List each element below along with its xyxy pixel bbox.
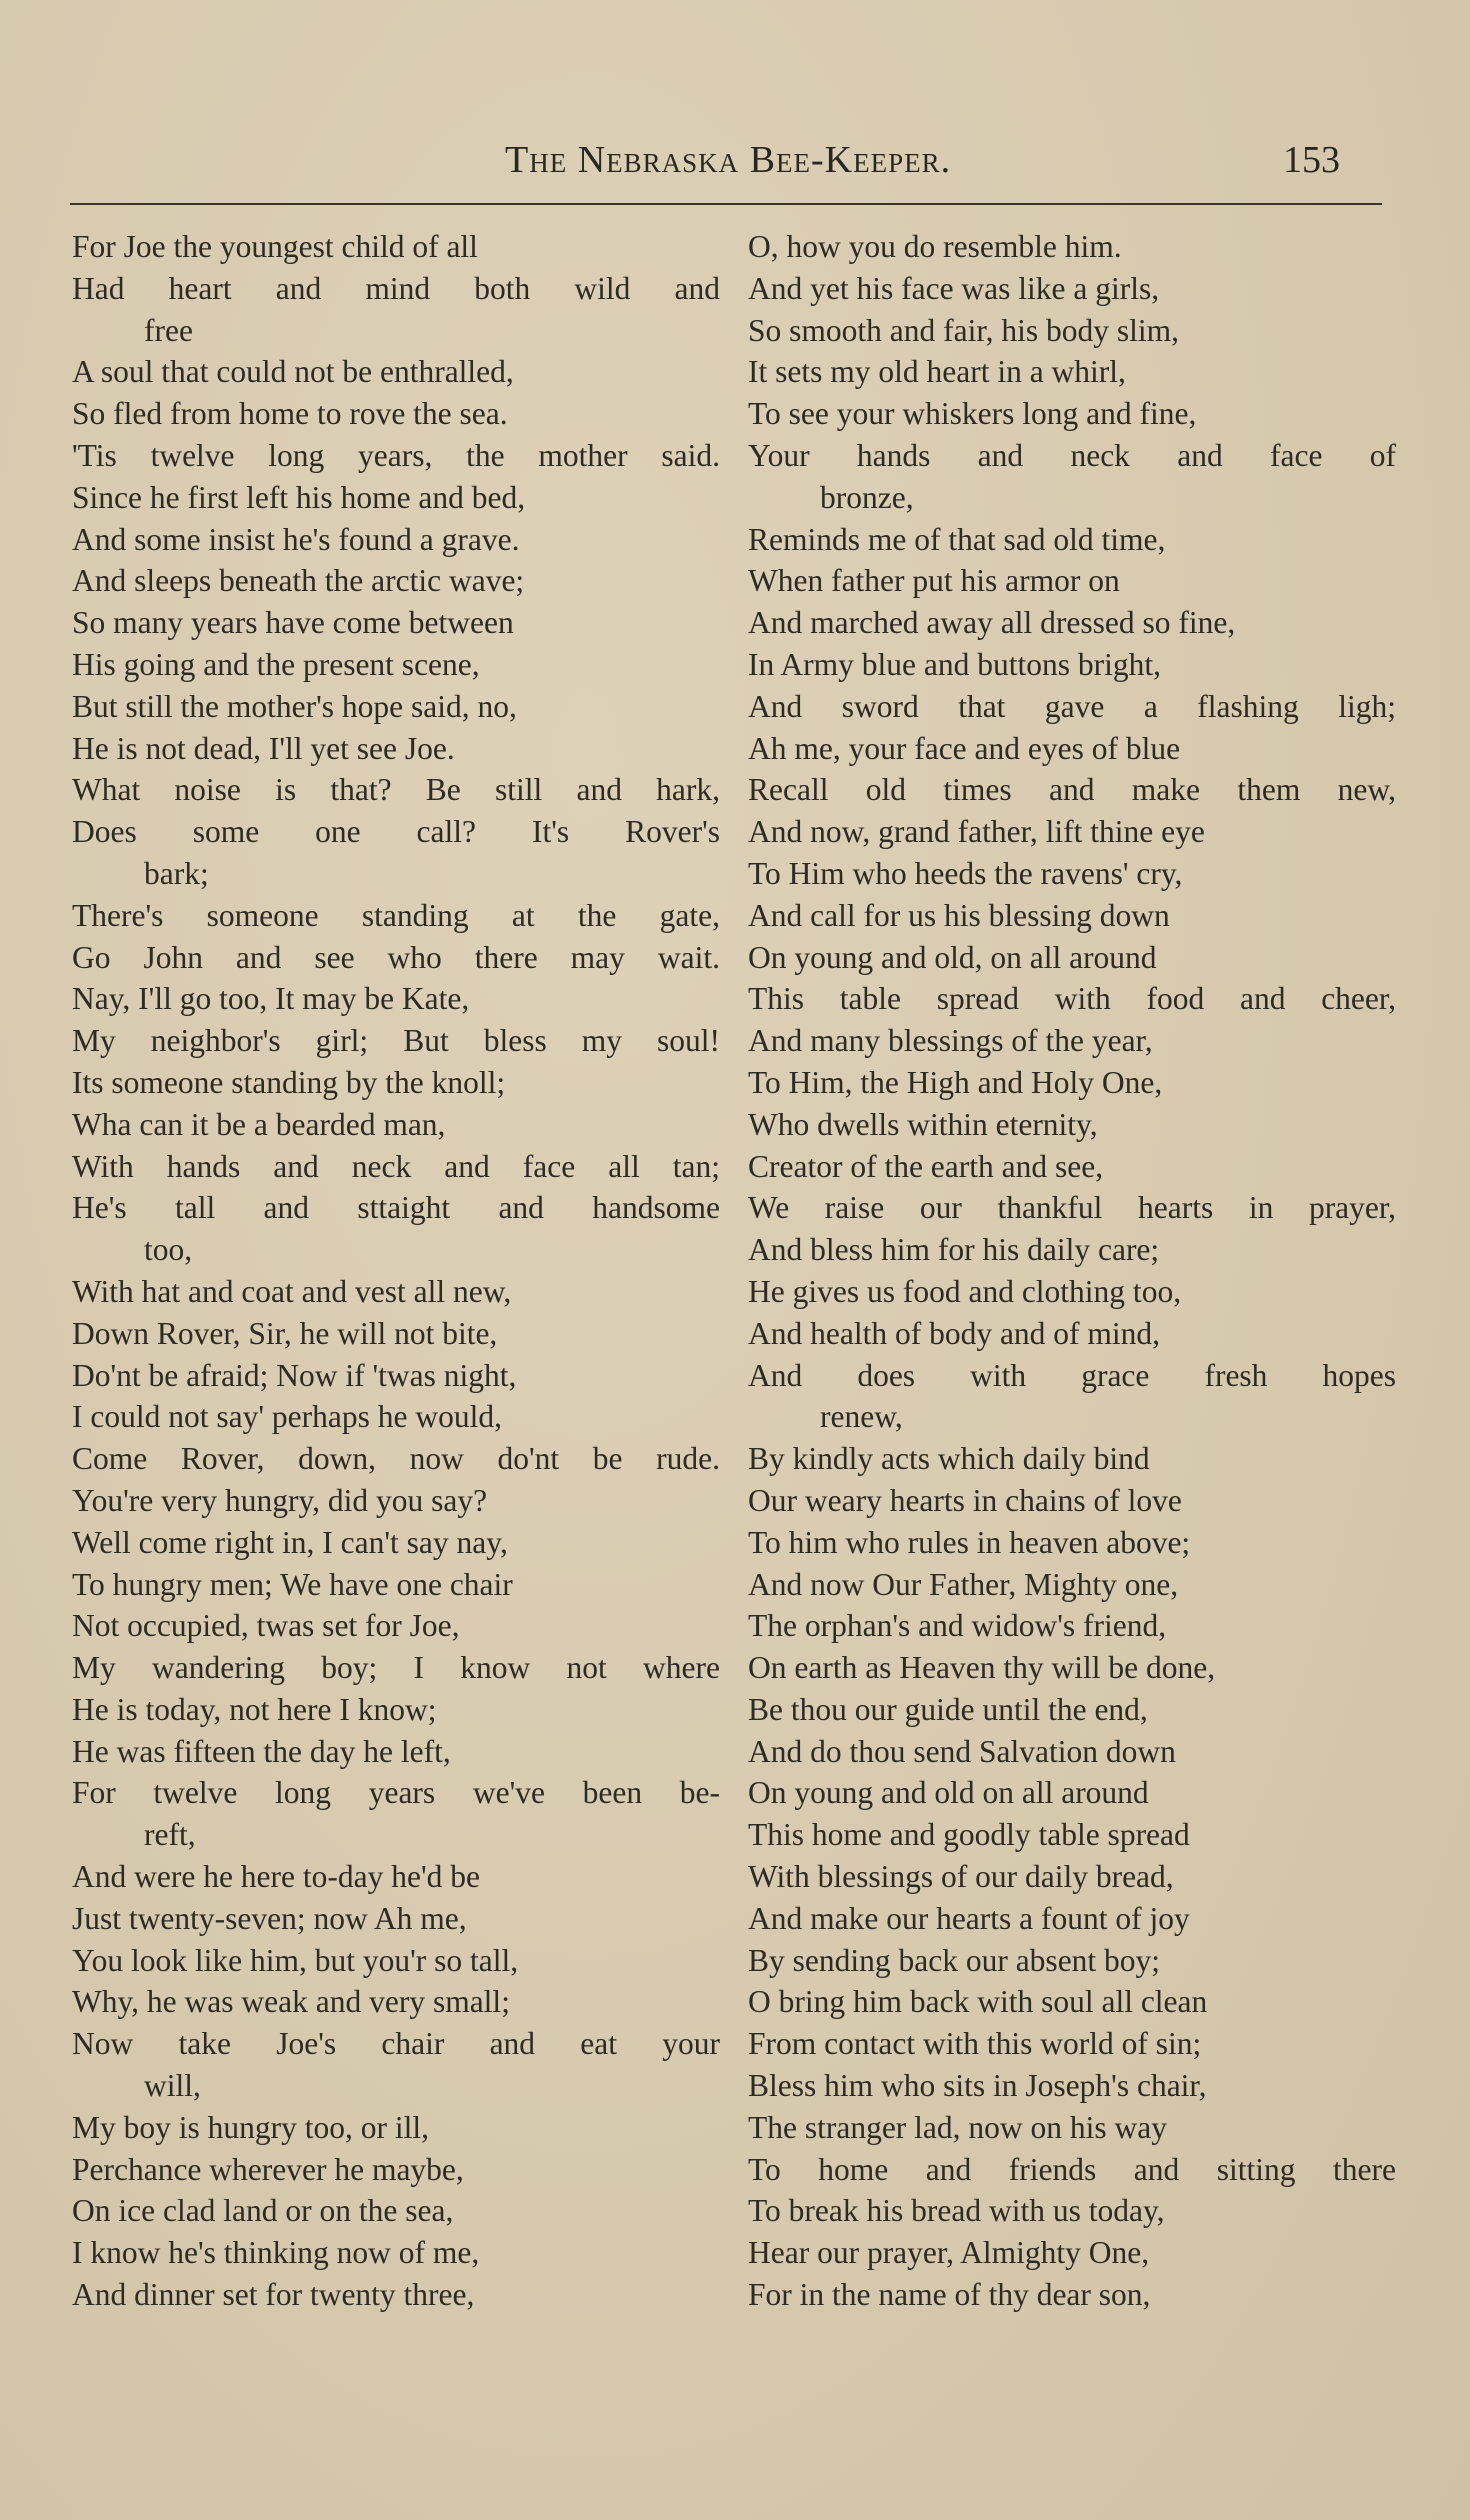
poem-line: Now take Joe's chair and eat your — [72, 2026, 720, 2062]
poem-column-right — [748, 226, 1396, 2316]
poem-line: And now, grand father, lift thine eye — [748, 814, 1205, 850]
poem-line: Recall old times and make them new, — [748, 772, 1396, 808]
poem-line: To him who rules in heaven above; — [748, 1524, 1191, 1560]
poem-line: Wha can it be a bearded man, — [72, 1106, 446, 1142]
poem-line: To hungry men; We have one chair — [72, 1566, 513, 1602]
poem-line: He is today, not here I know; — [72, 1691, 437, 1727]
poem-line: Had heart and mind both wild and — [72, 270, 720, 306]
poem-line: Do'nt be afraid; Now if 'twas night, — [72, 1357, 517, 1393]
poem-line: With blessings of our daily bread, — [748, 1859, 1174, 1895]
poem-line: Since he first left his home and bed, — [72, 479, 526, 515]
poem-line: For Joe the youngest child of all — [72, 229, 478, 264]
poem-line: So fled from home to rove the sea. — [72, 396, 508, 432]
journal-title: The Nebraska Bee-Keeper. — [505, 139, 952, 181]
header-rule — [70, 203, 1382, 205]
poem-line: I know he's thinking now of me, — [72, 2235, 480, 2271]
poem-line: When father put his armor on — [748, 563, 1120, 599]
poem-line: Nay, I'll go too, It may be Kate, — [72, 981, 470, 1017]
poem-line: By sending back our absent boy; — [748, 1942, 1161, 1978]
poem-line: Be thou our guide until the end, — [748, 1691, 1148, 1727]
poem-line: Creator of the earth and see, — [748, 1148, 1104, 1184]
poem-line: free — [144, 312, 193, 348]
poem-line: And health of body and of mind, — [748, 1315, 1161, 1351]
poem-line: He is not dead, I'll yet see Joe. — [72, 730, 455, 766]
poem-column-left — [72, 226, 720, 2316]
poem-line: Just twenty-seven; now Ah me, — [72, 1900, 467, 1936]
poem-line: Down Rover, Sir, he will not bite, — [72, 1315, 498, 1351]
poem-line: Ah me, your face and eyes of blue — [748, 730, 1181, 766]
poem-line: This table spread with food and cheer, — [748, 981, 1396, 1017]
poem-line: Well come right in, I can't say nay, — [72, 1524, 508, 1560]
poem-line: And dinner set for twenty three, — [72, 2277, 475, 2313]
poem-line: My wandering boy; I know not where — [72, 1650, 720, 1686]
poem-line: What noise is that? Be still and hark, — [72, 772, 720, 808]
poem-line: And many blessings of the year, — [748, 1023, 1153, 1059]
poem-line: On young and old, on all around — [748, 939, 1157, 975]
poem-line: To break his bread with us today, — [748, 2193, 1165, 2229]
poem-line: O, how you do resemble him. — [748, 229, 1122, 264]
poem-line: And make our hearts a fount of joy — [748, 1900, 1190, 1936]
page-header — [0, 138, 1470, 188]
poem-line: Reminds me of that sad old time, — [748, 521, 1166, 557]
poem-line: And sleeps beneath the arctic wave; — [72, 563, 525, 599]
poem-line: And do thou send Salvation down — [748, 1733, 1176, 1769]
poem-line: You look like him, but you'r so tall, — [72, 1942, 519, 1978]
poem-line: By kindly acts which daily bind — [748, 1441, 1150, 1477]
poem-line: Your hands and neck and face of — [748, 437, 1396, 473]
poem-line: Go John and see who there may wait. — [72, 939, 720, 975]
poem-line: reft, — [144, 1817, 196, 1853]
poem-line: And were he here to-day he'd be — [72, 1859, 480, 1895]
poem-line: To Him, the High and Holy One, — [748, 1064, 1163, 1100]
page-number: 153 — [1283, 139, 1340, 181]
poem-line: But still the mother's hope said, no, — [72, 688, 517, 724]
poem-line: Bless him who sits in Joseph's chair, — [748, 2068, 1207, 2104]
poem-line: bark; — [144, 855, 209, 891]
poem-line: And yet his face was like a girls, — [748, 270, 1160, 306]
poem-line: So many years have come between — [72, 605, 514, 641]
poem-line: Our weary hearts in chains of love — [748, 1482, 1182, 1518]
poem-line: And marched away all dressed so fine, — [748, 605, 1236, 641]
poem-line: Hear our prayer, Almighty One, — [748, 2235, 1150, 2271]
poem-line: With hat and coat and vest all new, — [72, 1273, 512, 1309]
poem-line: He gives us food and clothing too, — [748, 1273, 1182, 1309]
poem-line: To home and friends and sitting there — [748, 2151, 1396, 2187]
poem-line: The stranger lad, now on his way — [748, 2109, 1168, 2145]
poem-line: On earth as Heaven thy will be done, — [748, 1650, 1216, 1686]
poem-line: Perchance wherever he maybe, — [72, 2151, 464, 2187]
poem-line: Who dwells within eternity, — [748, 1106, 1098, 1142]
poem-line: too, — [144, 1232, 193, 1268]
poem-line: And some insist he's found a grave. — [72, 521, 520, 557]
poem-line: I could not say' perhaps he would, — [72, 1399, 502, 1435]
poem-line: For in the name of thy dear son, — [748, 2277, 1151, 2313]
poem-line: O bring him back with soul all clean — [748, 1984, 1208, 2020]
poem-line: renew, — [820, 1399, 903, 1435]
poem-line: From contact with this world of sin; — [748, 2026, 1202, 2062]
poem-line: And call for us his blessing down — [748, 897, 1170, 933]
poem-line: Why, he was weak and very small; — [72, 1984, 510, 2020]
poem-line: It sets my old heart in a whirl, — [748, 354, 1126, 390]
poem-line: For twelve long years we've been be- — [72, 1775, 720, 1811]
poem-line: will, — [144, 2068, 201, 2104]
poem-line: A soul that could not be enthralled, — [72, 354, 514, 390]
poem-line: And now Our Father, Mighty one, — [748, 1566, 1179, 1602]
poem-line: And bless him for his daily care; — [748, 1232, 1160, 1268]
poem-line: We raise our thankful hearts in prayer, — [748, 1190, 1396, 1226]
poem-line: Not occupied, twas set for Joe, — [72, 1608, 460, 1644]
poem-line: You're very hungry, did you say? — [72, 1482, 488, 1518]
poem-line: On ice clad land or on the sea, — [72, 2193, 454, 2229]
poem-line: He was fifteen the day he left, — [72, 1733, 451, 1769]
poem-line: This home and goodly table spread — [748, 1817, 1190, 1853]
poem-line: bronze, — [820, 479, 914, 515]
poem-line: 'Tis twelve long years, the mother said. — [72, 437, 720, 473]
poem-line: Does some one call? It's Rover's — [72, 814, 720, 850]
poem-line: With hands and neck and face all tan; — [72, 1148, 720, 1184]
poem-line: His going and the present scene, — [72, 646, 480, 682]
poem-line: My boy is hungry too, or ill, — [72, 2109, 430, 2145]
poem-line: In Army blue and buttons bright, — [748, 646, 1161, 682]
poem-line: So smooth and fair, his body slim, — [748, 312, 1179, 348]
poem-line: There's someone standing at the gate, — [72, 897, 720, 933]
poem-line: My neighbor's girl; But bless my soul! — [72, 1023, 720, 1059]
poem-line: Its someone standing by the knoll; — [72, 1064, 506, 1100]
poem-line: On young and old on all around — [748, 1775, 1149, 1811]
poem-line: And does with grace fresh hopes — [748, 1357, 1396, 1393]
poem-line: He's tall and sttaight and handsome — [72, 1190, 720, 1226]
poem-line: And sword that gave a flashing ligh; — [748, 688, 1396, 724]
poem-line: To see your whiskers long and fine, — [748, 396, 1197, 432]
poem-line: The orphan's and widow's friend, — [748, 1608, 1167, 1644]
poem-line: Come Rover, down, now do'nt be rude. — [72, 1441, 720, 1477]
poem-line: To Him who heeds the ravens' cry, — [748, 855, 1183, 891]
